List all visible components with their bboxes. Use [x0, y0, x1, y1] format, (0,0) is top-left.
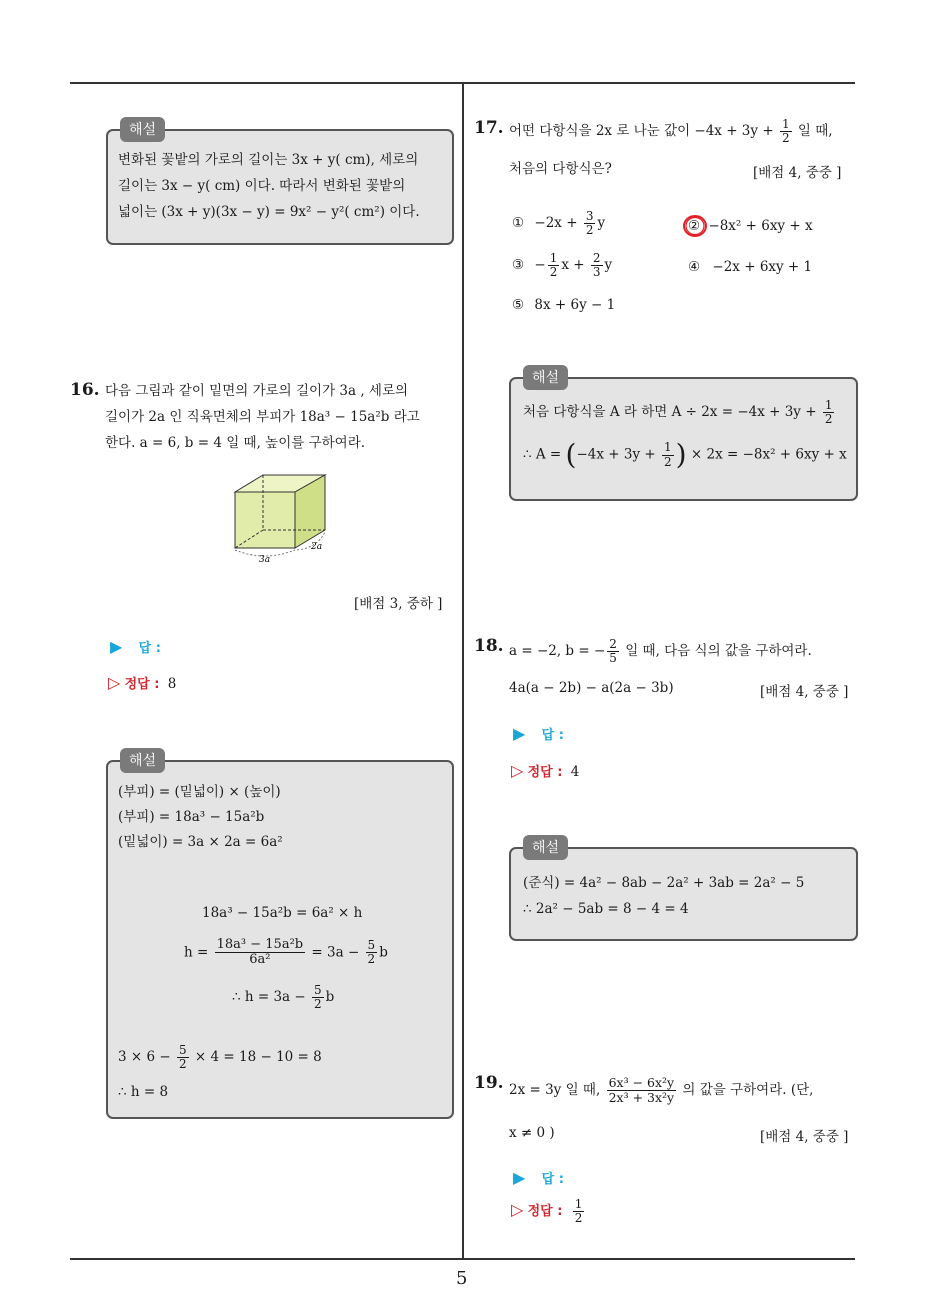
fraction: [780, 118, 792, 145]
numerator: 1: [549, 251, 558, 265]
text: ∴ A =: [523, 446, 562, 463]
denominator: 6a²: [249, 952, 271, 968]
solution-tag: 해설: [120, 748, 165, 773]
numerator: 1: [664, 440, 672, 455]
column-divider: [462, 83, 464, 1258]
solution-tag: 해설: [523, 365, 568, 390]
answer-label: 답 :: [138, 641, 161, 656]
solution-box-17: [509, 370, 858, 501]
option-1[interactable]: [512, 210, 605, 237]
text: −8x² + 6xy + x: [708, 218, 813, 234]
text: x +: [561, 257, 585, 274]
denominator: 2: [314, 997, 322, 1012]
correct-row: [511, 1198, 586, 1225]
text: y: [604, 257, 613, 274]
question-text: 길이가 2a 인 직육면체의 부피가 18a³ − 15a²b 라고: [105, 409, 420, 425]
fraction: [366, 939, 378, 966]
fraction: [215, 938, 306, 968]
right-paren: ): [675, 438, 687, 471]
text: y: [597, 215, 606, 232]
eq-text: ∴ h = 3a −: [232, 989, 306, 1006]
denominator: 5: [609, 651, 617, 666]
solution-line: (밑넓이) = 3a × 2a = 6a²: [118, 834, 283, 850]
numerator: 18a³ − 15a²b: [216, 937, 304, 952]
denominator: 2: [549, 265, 558, 280]
option-3[interactable]: [512, 252, 612, 279]
denominator: 2: [178, 1057, 187, 1072]
denominator: 3: [592, 265, 601, 280]
eq-text: b: [379, 944, 388, 961]
numerator: 5: [314, 983, 322, 997]
question-number: 19.: [474, 1073, 504, 1093]
answer-row: [513, 724, 564, 744]
eq-text: h =: [184, 944, 209, 961]
correct-fraction: [573, 1198, 585, 1225]
fraction: [607, 1076, 677, 1105]
answer-label: 답 :: [541, 1172, 564, 1187]
solution-line: ∴ h = 8: [118, 1084, 169, 1100]
numerator: 1: [824, 398, 833, 412]
option-marker: ③: [512, 257, 525, 274]
fraction: [662, 441, 674, 468]
width-label: 3a: [259, 555, 271, 565]
solution-tag: 해설: [120, 117, 165, 142]
question-text: 다음 그림과 같이 밑면의 가로의 길이가 3a , 세로의: [105, 383, 409, 399]
eq-text: 3 × 6 −: [118, 1049, 171, 1066]
numerator: 6x³ − 6x²y: [608, 1075, 675, 1090]
denominator: 2: [781, 131, 790, 146]
denominator: 2: [824, 412, 833, 427]
outline-triangle-icon: ▷: [511, 761, 524, 780]
answer-row: [513, 1168, 564, 1188]
play-icon: ▶: [110, 637, 123, 656]
numerator: 2: [609, 637, 617, 651]
question-text: [509, 1076, 813, 1105]
option-marker: ⑤: [512, 297, 525, 313]
denominator: 2x³ + 3x²y: [608, 1089, 675, 1105]
question-number: 17.: [474, 118, 504, 138]
text: 처음 다항식을 A 라 하면 A ÷ 2x = −4x + 3y +: [523, 404, 817, 421]
score-meta: [배점 3, 중하 ]: [354, 596, 443, 612]
solution-box-15: [106, 122, 454, 245]
score-meta: [배점 4, 중중 ]: [760, 684, 849, 700]
numerator: 2: [592, 251, 601, 265]
option-4[interactable]: [688, 259, 812, 275]
text: −4x + 3y +: [576, 446, 656, 463]
solution-line: [523, 438, 847, 471]
option-5[interactable]: [512, 297, 615, 313]
solution-line: (준식) = 4a² − 8ab − 2a² + 3ab = 2a² − 5: [523, 875, 805, 891]
solution-line: 길이는 3x − y( cm) 이다. 따라서 변화된 꽃밭의: [118, 178, 406, 194]
fraction: [177, 1044, 189, 1071]
question-text: 한다. a = 6, b = 4 일 때, 높이를 구하여라.: [105, 435, 366, 451]
correct-value: 4: [570, 764, 580, 780]
denominator: 2: [664, 454, 672, 469]
fraction: [312, 984, 324, 1011]
play-icon: ▶: [513, 1168, 526, 1187]
page-number: 5: [456, 1268, 468, 1289]
correct-row: [511, 761, 579, 781]
question-expression: 4a(a − 2b) − a(2a − 3b): [509, 680, 674, 696]
numerator: 5: [367, 938, 376, 953]
text: 의 값을 구하여라. (단,: [682, 1081, 814, 1098]
solution-line: (부피) = (밑넓이) × (높이): [118, 784, 281, 800]
denominator: 2: [367, 952, 376, 967]
correct-label: 정답 :: [124, 677, 160, 692]
fraction: [823, 399, 835, 426]
left-paren: (: [565, 438, 577, 471]
correct-label: 정답 :: [527, 1204, 563, 1220]
solution-equation: [184, 938, 388, 968]
correct-value: 8: [167, 676, 177, 692]
solution-line: 변화된 꽃밭의 가로의 길이는 3x + y( cm), 세로의: [118, 152, 419, 168]
numerator: 5: [178, 1043, 187, 1057]
solution-line: (부피) = 18a³ − 15a²b: [118, 809, 265, 825]
text: × 2x = −8x² + 6xy + x: [690, 446, 847, 463]
solution-equation: 18a³ − 15a²b = 6a² × h: [202, 905, 363, 921]
solution-line: [523, 399, 836, 426]
text: −: [534, 257, 546, 274]
outline-triangle-icon: ▷: [511, 1200, 524, 1220]
text: 2x = 3y 일 때,: [509, 1081, 601, 1098]
numerator: 1: [574, 1197, 583, 1211]
numerator: 3: [585, 209, 594, 223]
question-text: x ≠ 0 ): [509, 1125, 555, 1141]
text: 어떤 다항식을 2x 로 나눈 값이 −4x + 3y +: [509, 123, 774, 140]
fraction: [591, 252, 603, 279]
solution-equation: [232, 984, 334, 1011]
eq-text: b: [325, 989, 335, 1006]
denominator: 2: [585, 223, 594, 238]
option-marker: ①: [512, 215, 525, 232]
depth-label: 2a: [311, 542, 323, 552]
solution-tag: 해설: [523, 835, 568, 860]
eq-text: = 3a −: [311, 944, 360, 961]
question-text: 처음의 다항식은?: [509, 161, 612, 177]
text: 일 때,: [797, 123, 833, 140]
answer-row: [110, 637, 161, 657]
text: −2x + 6xy + 1: [712, 259, 813, 275]
question-number: 16.: [70, 380, 100, 400]
question-text: [509, 638, 812, 665]
cuboid-figure: [225, 470, 345, 565]
correct-row: [108, 673, 176, 693]
answer-label: 답 :: [541, 728, 564, 743]
solution-line: ∴ 2a² − 5ab = 8 − 4 = 4: [523, 901, 689, 917]
question-number: 18.: [474, 636, 504, 656]
selected-circle-mark: [680, 212, 710, 240]
fraction: [607, 638, 619, 665]
option-marker: ④: [688, 259, 701, 275]
score-meta: [배점 4, 중중 ]: [753, 165, 842, 181]
text: a = −2, b = −: [509, 643, 606, 660]
correct-label: 정답 :: [527, 765, 563, 780]
fraction: [548, 252, 560, 279]
solution-box-18: [509, 840, 858, 941]
text: 8x + 6y − 1: [534, 297, 616, 313]
text: 일 때, 다음 식의 값을 구하여라.: [625, 643, 812, 660]
cuboid-front-face: [235, 492, 295, 548]
solution-line: 넓이는 (3x + y)(3x − y) = 9x² − y²( cm²) 이다.: [118, 204, 420, 220]
text: −2x +: [534, 215, 578, 232]
option-marker: ②: [688, 218, 701, 234]
fraction: [584, 210, 596, 237]
question-text: [509, 118, 833, 145]
denominator: 2: [574, 1211, 583, 1226]
score-meta: [배점 4, 중중 ]: [760, 1129, 849, 1145]
outline-triangle-icon: ▷: [108, 673, 121, 692]
numerator: 1: [781, 117, 790, 131]
eq-text: × 4 = 18 − 10 = 8: [194, 1049, 322, 1066]
bottom-rule: [70, 1258, 855, 1260]
play-icon: ▶: [513, 724, 526, 743]
solution-box-16: [106, 753, 454, 1119]
solution-equation: [118, 1044, 322, 1071]
